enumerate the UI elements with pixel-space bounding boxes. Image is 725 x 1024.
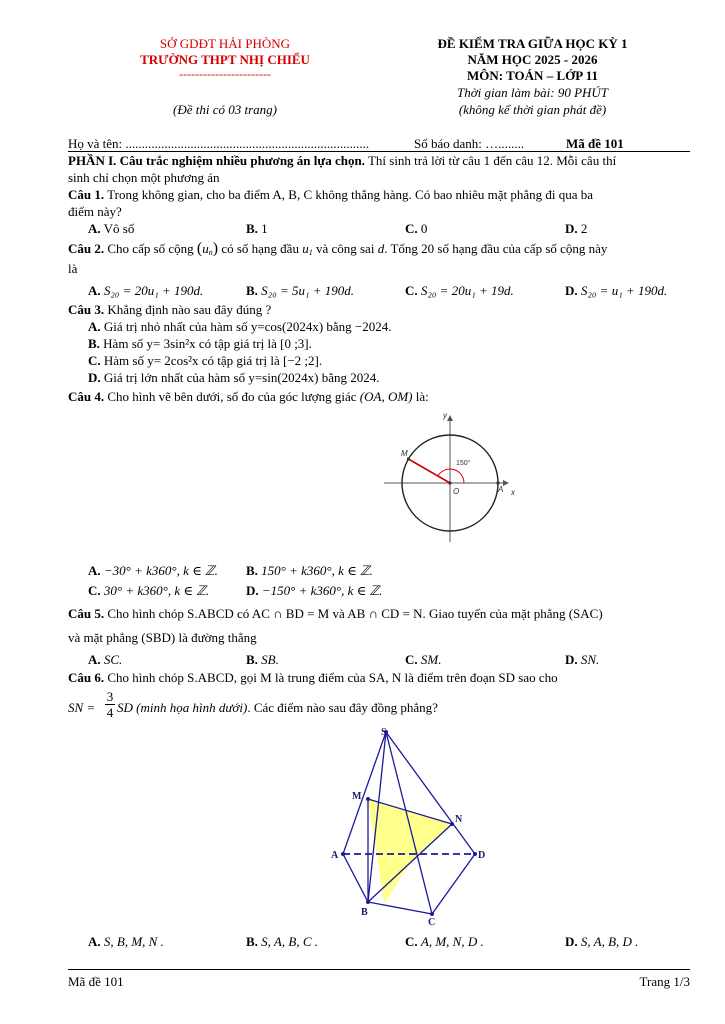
y-label: y [443, 411, 447, 420]
q4-option-b-text: 150° + k360°, k ∈ ℤ. [261, 563, 373, 578]
q4-option-d[interactable]: D. −150° + k360°, k ∈ ℤ. [246, 583, 383, 598]
q3-option-a[interactable]: A. Giá trị nhỏ nhất của hàm số y=cos(2024x) bằng −2024. [88, 319, 392, 334]
q3-option-c[interactable]: C. Hàm số y= 2cos²x có tập giá trị là [−2 ;2]. [88, 353, 323, 368]
q3-label: Câu 3. [68, 302, 105, 317]
x-label: x [511, 488, 515, 497]
footer-exam-code: Mã đề 101 [68, 974, 124, 989]
q6-stem [68, 670, 558, 686]
q5-option-b[interactable]: B. SB. [246, 652, 279, 667]
time-limit: Thời gian làm bài: 90 PHÚT [456, 85, 609, 100]
q3-option-a-text: Giá trị nhỏ nhất của hàm số y=cos(2024x) bằng −2024. [103, 319, 392, 334]
subject-line: MÔN: TOÁN – LỚP 11 [467, 68, 598, 83]
label-a: A [331, 850, 339, 861]
q2-option-b[interactable]: B. S₂₀ = 5u₁ + 190d. [246, 283, 355, 298]
q5-option-a-text: SC. [103, 652, 123, 667]
q4-option-b[interactable]: B. 150° + k360°, k ∈ ℤ. [246, 563, 373, 578]
q2-stem: Câu 2. Cho cấp số cộng $(u_n)$ có số hạng đầu $u_1$ và công sai d. Tổng 20 số hạng đầu của cấp số cộng này [68, 240, 608, 257]
q4-option-c[interactable]: C. 30° + k360°, k ∈ ℤ. [88, 583, 210, 598]
q6-option-a-text: S, B, M, N . [103, 934, 164, 949]
q6-sn: SN = [68, 700, 96, 715]
label-b: B [361, 907, 368, 918]
q6-option-b-text: S, A, B, C . [261, 934, 318, 949]
q4-text: Cho hình vẽ bên dưới, số đo của góc lượng giác [104, 389, 360, 404]
q5-option-b-text: SB. [261, 652, 279, 667]
q1-option-d-text: 2 [580, 221, 588, 236]
q3-option-b-text: Hàm số y= 3sin²x có tập giá trị là [0 ;3]. [103, 336, 312, 351]
q6-label: Câu 6. [68, 670, 105, 685]
q2-text-a: Cho cấp số cộng [104, 241, 197, 256]
q2-option-c[interactable]: C. S₂₀ = 20u₁ + 19d. [405, 283, 514, 298]
q1-option-c[interactable]: C. 0 [405, 221, 428, 236]
school-name: TRƯỜNG THPT NHỊ CHIỂU [140, 52, 310, 67]
q4-label: Câu 4. [68, 389, 105, 404]
q1-stem-2: điểm này? [68, 204, 122, 219]
footer-rule [68, 969, 690, 970]
q6-option-c-text: A, M, N, D . [420, 934, 484, 949]
q2-option-d-text: S₂₀ = u₁ + 190d. [580, 283, 668, 298]
q1-option-b-text: 1 [261, 221, 268, 236]
pyramid-figure [325, 722, 500, 927]
q2-text-b: có số hạng đầu [218, 241, 303, 256]
q2-text-d: . Tổng 20 số hạng đầu của cấp số cộng này [384, 241, 608, 256]
vertex-c [430, 912, 434, 916]
header-divider: ----------------------- [179, 67, 271, 81]
q1-option-a[interactable]: A. Vô số [88, 221, 135, 236]
q2-option-d[interactable]: D. S₂₀ = u₁ + 190d. [565, 283, 668, 298]
vertex-a [341, 852, 345, 856]
q2-text-c: và công sai [312, 241, 378, 256]
q1-option-c-text: 0 [420, 221, 428, 236]
q3-option-d[interactable]: D. Giá trị lớn nhất của hàm số y=sin(2024x) bằng 2024. [88, 370, 380, 385]
exam-code: Mã đề 101 [566, 136, 624, 151]
student-id-field: Số báo danh: …........ [414, 136, 525, 151]
q2-option-a[interactable]: A. S₂₀ = 20u₁ + 190d. [88, 283, 204, 298]
part1-title: PHẦN I. Câu trắc nghiệm nhiều phương án lựa chọn. [68, 153, 365, 168]
q4-option-c-text: 30° + k360°, k ∈ ℤ. [103, 583, 210, 598]
q6-sd: SD [117, 700, 133, 715]
header-rule [68, 151, 690, 152]
q4-stem [68, 389, 429, 405]
label-c: C [428, 917, 436, 927]
q5-option-d-text: SN. [580, 652, 600, 667]
q1-option-d[interactable]: D. 2 [565, 221, 588, 236]
q4-option-d-text: −150° + k360°, k ∈ ℤ. [261, 583, 383, 598]
q4-angle: (OA, OM) [359, 389, 413, 404]
footer-page-number: Trang 1/3 [639, 974, 690, 989]
q6-option-d[interactable]: D. S, A, B, D . [565, 934, 639, 949]
q3-text: Khẳng định nào sau đây đúng ? [104, 302, 272, 317]
label-n: N [455, 814, 463, 825]
q5-option-a[interactable]: A. SC. [88, 652, 123, 667]
q6-text: Cho hình chóp S.ABCD, gọi M là trung điểm của SA, N là điểm trên đoạn SD sao cho [104, 670, 558, 685]
angle-arc [438, 469, 464, 483]
q3-option-b[interactable]: B. Hàm số y= 3sin²x có tập giá trị là [0 ;3]. [88, 336, 312, 351]
q6-option-c[interactable]: C. A, M, N, D . [405, 934, 484, 949]
m-label: M [401, 449, 408, 458]
q1-label: Câu 1. [68, 187, 105, 202]
unit-circle-figure [380, 410, 520, 545]
o-label: O [453, 487, 460, 496]
q6-option-d-text: S, A, B, D . [580, 934, 639, 949]
time-note: (không kể thời gian phát đề) [458, 102, 607, 117]
label-s: S [381, 727, 387, 738]
department-name: SỞ GDĐT HẢI PHÒNG [159, 36, 291, 51]
point-n [450, 822, 454, 826]
a-label: A [498, 485, 504, 494]
q6-text-2: . Các điểm nào sau đây đồng phẳng? [247, 700, 438, 715]
q6-option-a[interactable]: A. S, B, M, N . [88, 934, 164, 949]
q2-option-a-text: S₂₀ = 20u₁ + 190d. [103, 283, 204, 298]
q2-option-b-text: S₂₀ = 5u₁ + 190d. [261, 283, 355, 298]
part1-desc-2: sinh chỉ chọn một phương án [68, 170, 220, 185]
part1-intro [68, 153, 616, 169]
q6-fraction-den: 4 [106, 705, 114, 720]
q4-option-a-text: −30° + k360°, k ∈ ℤ. [103, 563, 218, 578]
q1-option-b[interactable]: B. 1 [246, 221, 268, 236]
q1-stem [68, 187, 593, 203]
q3-option-c-text: Hàm số y= 2cos²x có tập giá trị là [−2 ;2]. [103, 353, 323, 368]
q4-option-a[interactable]: A. −30° + k360°, k ∈ ℤ. [88, 563, 218, 578]
page-count-note: (Đề thi có 03 trang) [173, 102, 277, 117]
q3-option-d-text: Giá trị lớn nhất của hàm số y=sin(2024x) bằng 2024. [103, 370, 380, 385]
q1-text: Trong không gian, cho ba điểm A, B, C không thẳng hàng. Có bao nhiêu mặt phẳng đi qua ba [104, 187, 594, 202]
q6-note: (minh họa hình dưới) [132, 700, 248, 715]
q5-stem-2: và mặt phẳng (SBD) là đường thẳng [68, 630, 257, 645]
vertex-d [473, 852, 477, 856]
q5-option-d[interactable]: D. SN. [565, 652, 600, 667]
q6-option-b[interactable]: B. S, A, B, C . [246, 934, 318, 949]
vertex-b [366, 900, 370, 904]
q5-stem [68, 606, 603, 622]
part1-desc: Thí sinh trả lời từ câu 1 đến câu 12. Mỗi câu thí [364, 153, 617, 168]
school-year: NĂM HỌC 2025 - 2026 [467, 52, 598, 67]
q2-label: Câu 2. [68, 241, 105, 256]
q2-option-c-text: S₂₀ = 20u₁ + 19d. [420, 283, 514, 298]
q6-fraction-num: 3 [106, 689, 114, 704]
q5-option-c[interactable]: C. SM. [405, 652, 442, 667]
q2-stem-2: là [68, 261, 78, 276]
origin-point [448, 481, 451, 484]
point-m-pyr [366, 797, 370, 801]
q5-text: Cho hình chóp S.ABCD có AC ∩ BD = M và AB ∩ CD = N. Giao tuyến của mặt phẳng (SAC) [104, 606, 603, 621]
angle-label: 150° [456, 460, 471, 467]
student-name-field: Họ và tên: ........................................................................... [68, 136, 370, 151]
exam-title: ĐỀ KIỂM TRA GIỮA HỌC KỲ 1 [437, 36, 628, 51]
q4-text-end: là: [412, 389, 429, 404]
label-m: M [352, 791, 362, 802]
q5-option-c-text: SM. [420, 652, 442, 667]
label-d: D [478, 850, 486, 861]
q5-label: Câu 5. [68, 606, 105, 621]
q3-stem [68, 302, 271, 318]
q1-option-a-text: Vô số [103, 221, 135, 236]
